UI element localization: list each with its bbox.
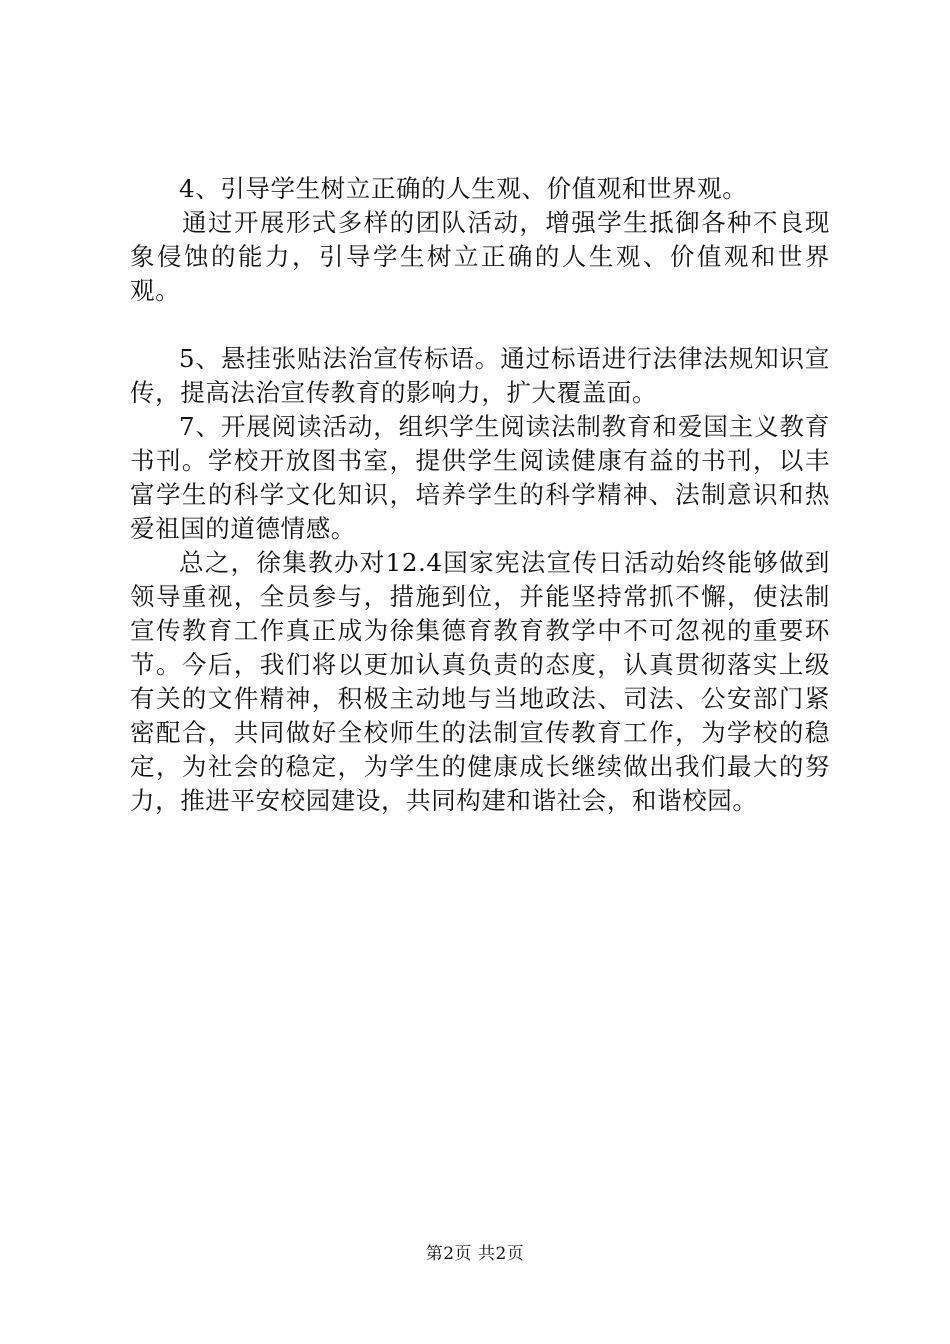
paragraph-item-4-heading: 4、引导学生树立正确的人生观、价值观和世界观。 xyxy=(179,174,748,203)
paragraph-reading-activities: 7、开展阅读活动，组织学生阅读法制教育和爱国主义教育书刊。学校开放图书室，提供学生阅读健康有益的书刊，以丰富学生的科学文化知识，培养学生的科学精神、法制意识和热爱祖国的道德情感。 xyxy=(130,412,830,543)
page-number-footer: 第2页 共2页 xyxy=(425,1244,525,1264)
paragraph-team-activities: 通过开展形式多样的团队活动，增强学生抵御各种不良现象侵蚀的能力，引导学生树立正确的人生观、价值观和世界观。 xyxy=(130,208,830,305)
paragraph-slogans: 5、悬挂张贴法治宣传标语。通过标语进行法律法规知识宣传，提高法治宣传教育的影响力，扩大覆盖面。 xyxy=(130,344,830,407)
paragraph-spacer xyxy=(130,308,830,342)
document-body xyxy=(130,172,830,818)
paragraph-summary: 总之，徐集教办对12.4国家宪法宣传日活动始终能够做到领导重视，全员参与，措施到位，并能坚持常抓不懈，使法制宣传教育工作真正成为徐集德育教育教学中不可忽视的重要环节。今后，我们将以更加认真负责的态度，认真贯彻落实上级有关的文件精神，积极主动地与当地政法、司法、公安部门紧密配合，共同做好全校师生的法制宣传教育工作，为学校的稳定，为社会的稳定，为学生的健康成长继续做出我们最大的努力，推进平安校园建设，共同构建和谐社会，和谐校园。 xyxy=(130,548,830,815)
